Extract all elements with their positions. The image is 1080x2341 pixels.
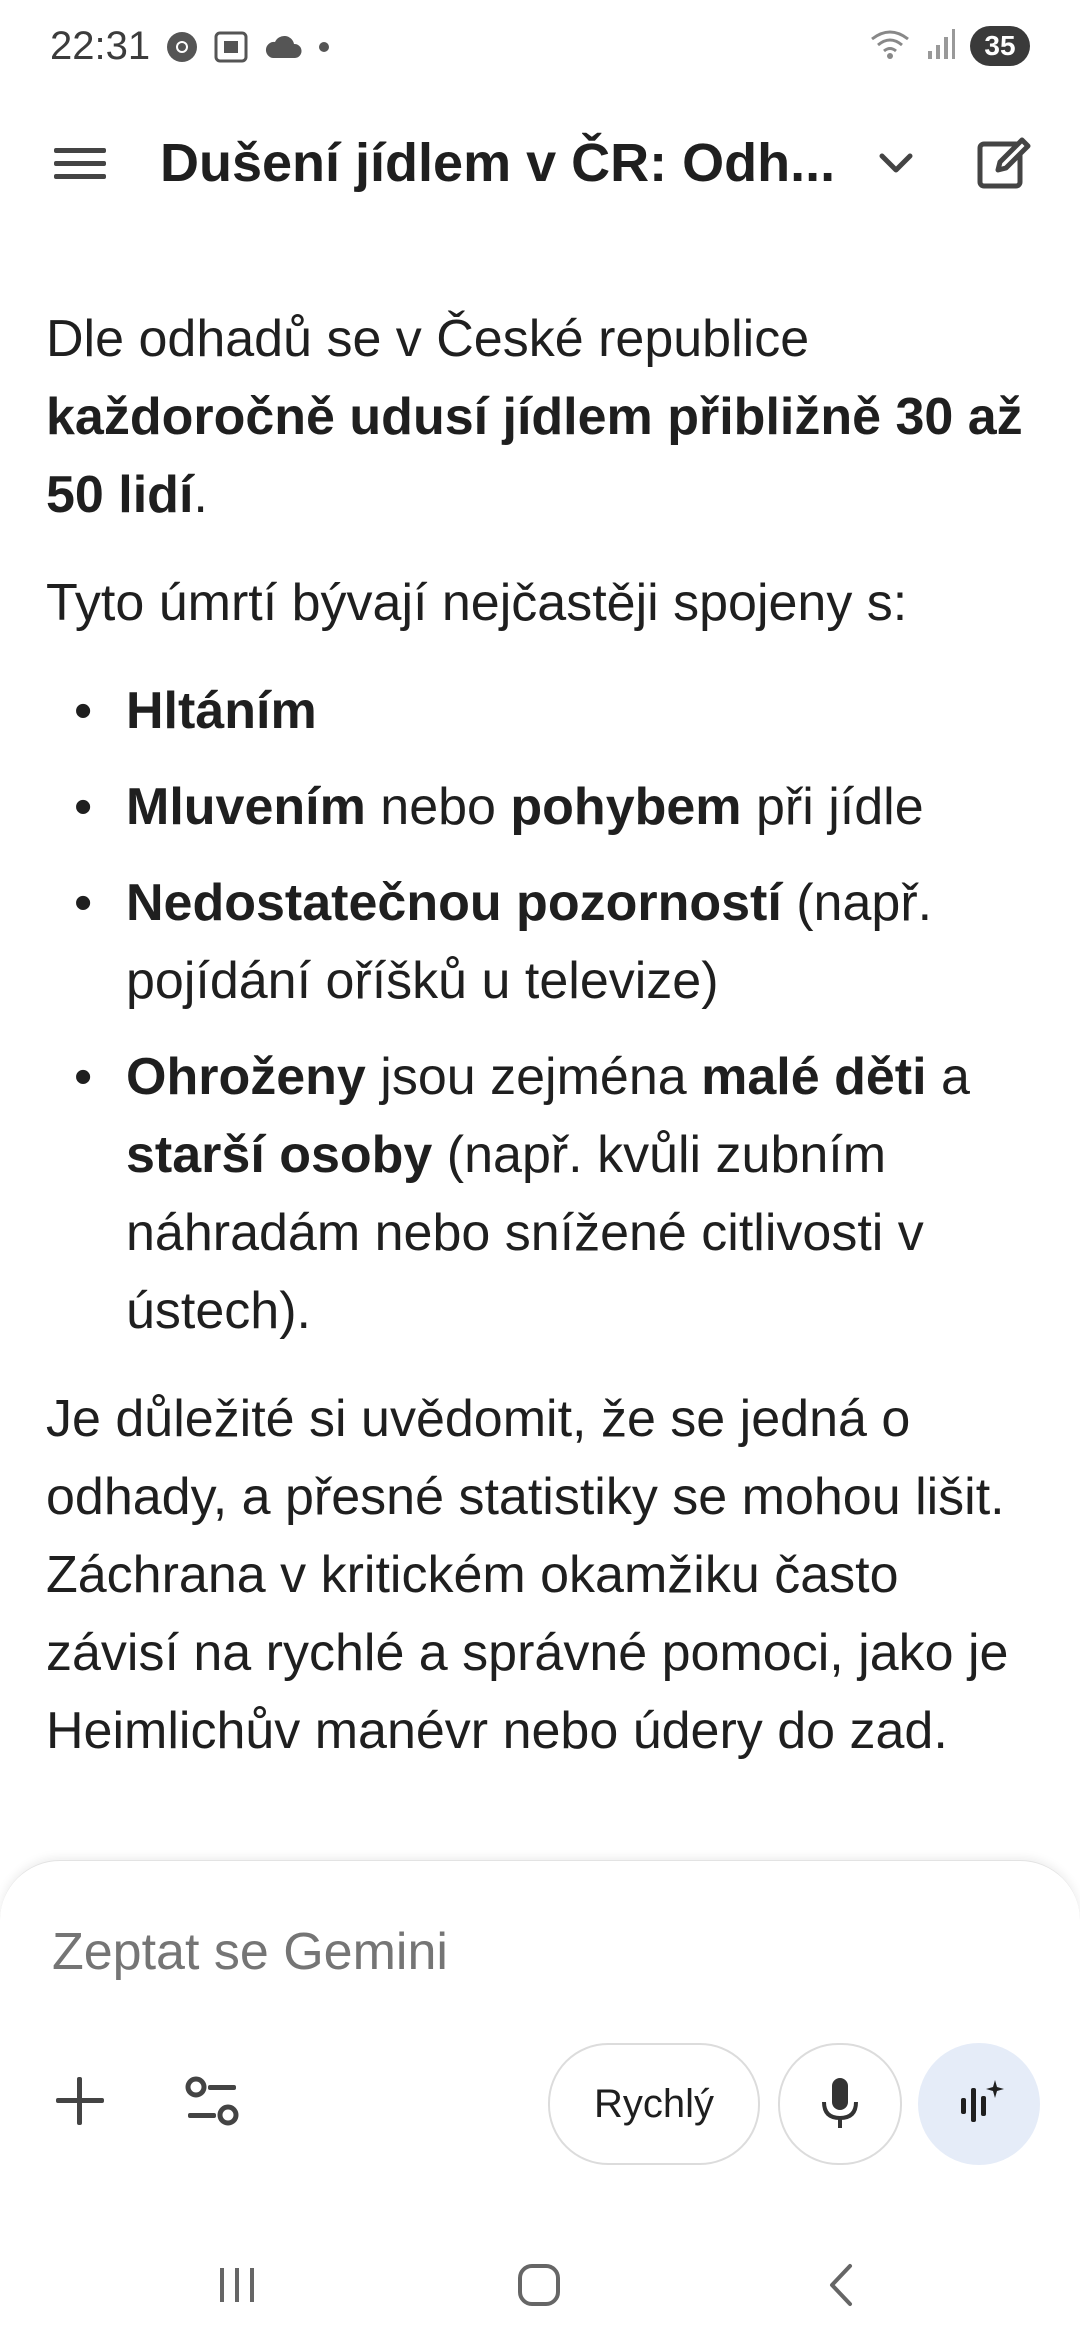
text-span: (např. pojídání oříšků u televize): [126, 874, 933, 1010]
paragraph-conclusion: Je důležité si uvědomit, že se jedná o odhady, a přesné statistiky se mohou lišit. Záchrana v kritickém okamžiku často závisí na rychlé a správné pomoci, jako je Heimlichův manévr nebo údery do zad.: [46, 1390, 1009, 1760]
text-span: (např. kvůli zubním náhradám nebo snížené citlivosti v ústech).: [126, 1126, 924, 1340]
text-span: Dle odhadů se v České republice: [46, 310, 810, 368]
conversation-title[interactable]: Dušení jídlem v ČR: Odh...: [160, 133, 836, 193]
bold-text: pohybem: [510, 778, 742, 836]
edit-icon: [970, 130, 1036, 196]
list-item: [46, 1038, 1036, 1350]
menu-button[interactable]: [40, 128, 120, 198]
bold-text: Hltáním: [126, 682, 317, 740]
list-item: [46, 768, 1036, 846]
gemini-live-button[interactable]: [918, 2043, 1040, 2165]
add-attachment-button[interactable]: [40, 2061, 120, 2141]
paragraph-estimate: [46, 300, 1036, 534]
home-button[interactable]: [514, 2260, 564, 2315]
text-span: jsou zejména: [365, 1048, 702, 1106]
system-navigation-bar: [0, 2230, 1080, 2340]
back-button[interactable]: [818, 2260, 868, 2315]
cloud-icon: [263, 32, 303, 67]
response-message: [46, 300, 1036, 1800]
bold-text: malé děti: [701, 1048, 927, 1106]
home-icon: [514, 2260, 564, 2310]
status-notification-icons: [165, 30, 331, 69]
text-span: a: [926, 1048, 970, 1106]
status-bar: [0, 0, 1080, 100]
new-chat-button[interactable]: [970, 130, 1036, 196]
list-item: [46, 672, 1036, 750]
wifi-icon: [868, 27, 912, 66]
bold-text: Nedostatečnou pozorností: [126, 874, 782, 932]
hamburger-menu-icon: [40, 128, 120, 198]
text-span: při jídle: [741, 778, 924, 836]
paragraph-intro-list: Tyto úmrtí bývají nejčastěji spojeny s:: [46, 574, 908, 632]
chrome-icon: [165, 30, 199, 69]
prompt-input[interactable]: [50, 1921, 1034, 1983]
screenshot-icon: [213, 30, 249, 69]
recent-apps-button[interactable]: [212, 2260, 262, 2315]
bold-text: Ohroženy: [126, 1048, 366, 1106]
tools-button[interactable]: [172, 2061, 252, 2141]
cause-list: [46, 672, 1036, 1350]
plus-icon: [40, 2061, 120, 2141]
model-mode-button[interactable]: Rychlý: [548, 2043, 760, 2165]
bold-text: každoročně udusí jídlem přibližně 30 až 50 lidí: [46, 388, 1023, 524]
text-span: .: [193, 466, 208, 524]
back-icon: [818, 2260, 868, 2310]
text-span: nebo: [365, 778, 511, 836]
battery-indicator: 35: [970, 26, 1030, 66]
bold-text: Mluvením: [126, 778, 366, 836]
signal-icon: [926, 27, 956, 66]
live-sparkle-icon: [949, 2074, 1009, 2134]
top-app-bar: [0, 100, 1080, 225]
microphone-icon: [815, 2074, 865, 2134]
voice-input-button[interactable]: [778, 2043, 902, 2165]
title-dropdown-button[interactable]: [868, 136, 924, 192]
tune-icon: [172, 2061, 252, 2141]
bold-text: starší osoby: [126, 1126, 433, 1184]
status-time: 22:31: [50, 24, 151, 68]
recent-apps-icon: [212, 2260, 262, 2310]
dot-icon: [317, 40, 331, 59]
status-system-icons: [868, 26, 1030, 66]
list-item: [46, 864, 1036, 1020]
chevron-down-icon: [868, 136, 924, 192]
